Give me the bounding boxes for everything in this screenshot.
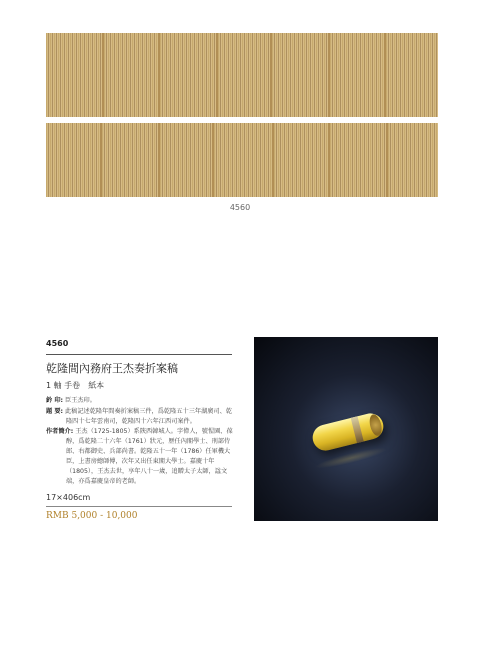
scroll-roll — [310, 411, 386, 454]
author-value: 王杰（1725-1805）系陝西韓城人。字偉人，號惺園、葆醇，爲乾隆二十六年（1761）狀元，歷任內閣學士、刑部侍郎、右都御史、兵部尚書。乾隆五十一年（1786）任軍機大臣，上書房總師傅，次年又出任東閣大學士。嘉慶十年（1805），王杰去世，享年八十一歲，追贈太子太師，諡文端，亦爲嘉慶皇帝的老師。 — [66, 428, 233, 485]
note-value: 此稿記述乾隆年間奏折案稿三件，爲乾隆五十三年湖廣司、乾隆四十七年雲南司，乾隆四十六年江西司案件。 — [64, 408, 233, 425]
lot-number: 4560 — [46, 339, 69, 348]
material-text: 紙本 — [88, 381, 105, 390]
rolled-scroll-photo — [254, 337, 438, 521]
author-label: 作者簡介: — [46, 428, 74, 435]
scroll-band — [351, 416, 364, 443]
note-label: 題 要: — [46, 408, 64, 415]
scroll-end — [368, 413, 384, 437]
divider — [46, 506, 232, 507]
format-text: 1 軸 手卷 — [46, 381, 81, 390]
lot-format — [46, 380, 104, 391]
image-caption: 4560 — [229, 203, 251, 212]
divider — [46, 354, 232, 355]
lot-size: 17×406cm — [46, 493, 91, 502]
lot-estimate: RMB 5,000 - 10,000 — [46, 511, 138, 521]
handscroll-image-lower — [46, 123, 438, 197]
seal-label: 鈐 印: — [46, 397, 64, 404]
author-row — [46, 427, 236, 487]
note-row — [46, 407, 236, 427]
handscroll-image-upper — [46, 33, 438, 117]
lot-title: 乾隆間內務府王杰奏折案稿 — [46, 362, 178, 375]
seal-value: 臣王杰印。 — [64, 397, 96, 404]
seal-row — [46, 396, 236, 406]
